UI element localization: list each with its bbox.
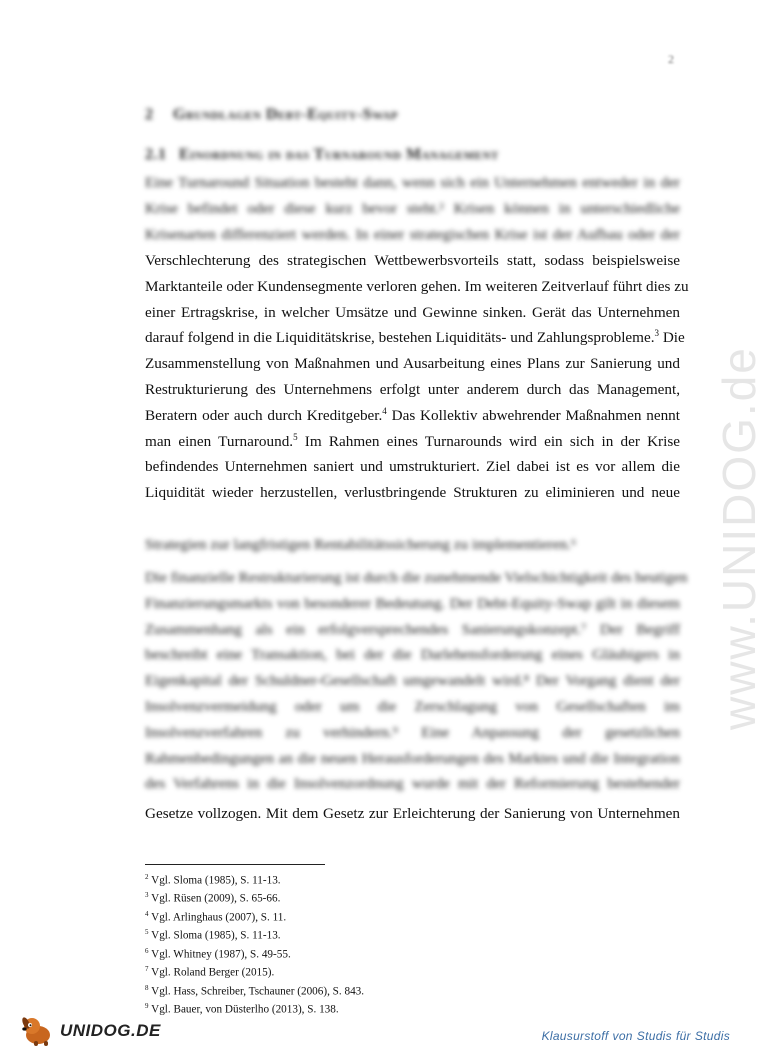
line-text: befindendes Unternehmen saniert und umstrukturiert. Ziel dabei ist es vor allem die xyxy=(145,458,680,476)
footnote-item xyxy=(145,962,364,980)
section-heading xyxy=(145,146,499,164)
footnote-number: 6 xyxy=(145,946,149,955)
paragraph-line xyxy=(145,300,680,326)
line-text: Zusammenstellung von Maßnahmen und Ausarbeitung eines Plans zur Sanierung und xyxy=(145,355,680,373)
footnote-item xyxy=(145,999,364,1017)
visible-paragraph-2 xyxy=(145,801,680,827)
line-text: Die xyxy=(659,329,685,347)
blurred-line: Krisenarten differenziert werden. In einer strategischen Krise ist der Aufbau oder der xyxy=(145,225,680,243)
paragraph-line xyxy=(145,429,680,455)
slogan-word: von xyxy=(612,1029,633,1043)
line-text: Restrukturierung des Unternehmens erfolgt unter anderem durch das Management, xyxy=(145,380,680,398)
section-number: 2.1 xyxy=(145,146,167,163)
blurred-line: Die finanzielle Restrukturierung ist durch die zunehmende Vielschichtigkeit des heutigen xyxy=(145,569,688,586)
slogan xyxy=(538,1029,730,1043)
footnote-item xyxy=(145,870,364,888)
footnote-number: 8 xyxy=(145,983,149,992)
slogan-word: Studis xyxy=(636,1029,672,1043)
chapter-heading xyxy=(145,106,398,124)
footnote-item xyxy=(145,925,364,943)
slogan-word: für xyxy=(675,1029,691,1043)
footnote-text: Vgl. Sloma (1985), S. 11-13. xyxy=(151,930,281,943)
paragraph-line: Gesetze vollzogen. Mit dem Gesetz zur Erleichterung der Sanierung von Unternehmen xyxy=(145,805,680,822)
paragraph-line xyxy=(145,274,689,300)
paragraph-line xyxy=(145,351,680,377)
footnote-number: 9 xyxy=(145,1002,149,1011)
line-text: Im Rahmen eines Turnarounds wird ein sich in der Krise xyxy=(297,432,680,450)
footnote-text: Vgl. Bauer, von Düsterlho (2013), S. 138. xyxy=(151,1003,339,1016)
blurred-line: Finanzierungsmarkts von besonderer Bedeutung. Der Debt-Equity-Swap gilt in diesem xyxy=(145,594,680,612)
footnote-text: Vgl. Hass, Schreiber, Tschauner (2006), S. 843. xyxy=(151,985,365,998)
paragraph-line xyxy=(145,377,680,403)
blurred-line: Eine Turnaround Situation besteht dann, wenn sich ein Unternehmen entweder in der xyxy=(145,174,680,191)
dog-mascot-icon xyxy=(20,1015,58,1047)
footnote-number: 7 xyxy=(145,965,149,974)
blurred-line: beschreibt eine Transaktion, bei der die Darlehensforderung eines Gläubigers in xyxy=(145,646,680,664)
blurred-paragraph-top xyxy=(145,170,680,247)
footnote-marker[interactable]: 5 xyxy=(293,431,298,442)
line-text: Beratern oder auch durch Kreditgeber. xyxy=(145,406,383,424)
footnote-text: Vgl. Sloma (1985), S. 11-13. xyxy=(151,874,281,887)
slogan-word: Klausurstoff xyxy=(541,1029,609,1043)
footnote-number: 2 xyxy=(145,873,149,881)
paragraph-line xyxy=(145,403,680,429)
blurred-line: Rahmenbedingungen an die neuen Herausforderungen des Marktes und die Integration xyxy=(145,749,680,767)
chapter-number: 2 xyxy=(145,106,154,123)
paragraph-line xyxy=(145,480,680,506)
line-text: man einen Turnaround. xyxy=(145,432,294,450)
footnote-item xyxy=(145,888,364,906)
line-text: Verschlechterung des strategischen Wettbewerbsvorteils statt, sodass beispielsweise xyxy=(145,252,680,269)
line-text: einer Ertragskrise, in welcher Umsätze und Gewinne sinken. Gerät das Unternehmen xyxy=(145,303,680,321)
blurred-line-mid xyxy=(145,532,680,558)
line-text: Liquidität wieder herzustellen, verlustbringende Strukturen zu eliminieren und neue xyxy=(145,484,680,502)
line-text: Marktanteile oder Kundensegmente verloren gehen. Im weiteren Zeitverlauf führt dies zu xyxy=(145,277,689,295)
blurred-line: Insolvenzverfahren zu verhindern.⁹ Eine Anpassung der gesetzlichen xyxy=(145,723,680,741)
line-text: Das Kollektiv abwehrender Maßnahmen nennt xyxy=(386,406,680,424)
footnote-item xyxy=(145,981,364,999)
footnote-item xyxy=(145,907,364,925)
footnote-text: Vgl. Rüsen (2009), S. 65-66. xyxy=(151,893,281,906)
page-number: 2 xyxy=(668,52,674,66)
footnote-number: 4 xyxy=(145,909,149,918)
blurred-line: Zusammenhang als ein erfolgversprechendes Sanierungskonzept.⁷ Der Begriff xyxy=(145,620,680,638)
footnote-text: Vgl. Whitney (1987), S. 49-55. xyxy=(151,948,291,961)
blurred-line: Insolvenzvermeidung oder um die Zerschlagung von Gesellschaften im xyxy=(145,697,680,715)
paragraph-line xyxy=(145,325,685,351)
footnote-marker[interactable]: 4 xyxy=(382,405,387,416)
footnote-text: Vgl. Arlinghaus (2007), S. 11. xyxy=(151,911,287,924)
paragraph-line xyxy=(145,248,680,274)
blurred-line: Krise befindet oder diese kurz bevor steht.² Krisen können in unterschiedliche xyxy=(145,199,680,217)
blurred-line: des Verfahrens in die Insolvenzordnung wurde mit der Reformierung bestehender xyxy=(145,775,680,793)
blurred-line: Strategien zur langfristigen Rentabilitätssicherung zu implementieren.⁶ xyxy=(145,536,577,553)
footnote-divider xyxy=(145,864,325,865)
blurred-line: Eigenkapital der Schuldner-Gesellschaft umgewandelt wird.⁸ Der Vorgang dient der xyxy=(145,672,680,690)
footnote-text: Vgl. Roland Berger (2015). xyxy=(151,966,275,979)
slogan-word: Studis xyxy=(694,1029,730,1043)
line-text: darauf folgend in die Liquiditätskrise, bestehen Liquiditäts- und Zahlungsprobleme. xyxy=(145,329,655,347)
footnotes-list xyxy=(145,870,364,1018)
footnote-number: 5 xyxy=(145,928,149,937)
logo-text: UNIDOG.DE xyxy=(60,1021,161,1040)
paragraph-line xyxy=(145,454,680,480)
blurred-paragraph-2 xyxy=(145,565,688,797)
visible-paragraph-1 xyxy=(145,248,689,506)
section-title: Einordnung in das Turnaround Management xyxy=(179,146,499,163)
watermark-text: www.UNIDOG.de xyxy=(713,346,765,730)
footnote-marker[interactable]: 3 xyxy=(654,328,660,339)
footnote-item xyxy=(145,944,364,962)
chapter-title: Grundlagen Debt-Equity-Swap xyxy=(173,106,399,123)
unidog-logo[interactable] xyxy=(20,1015,161,1047)
footnote-number: 3 xyxy=(145,891,149,900)
